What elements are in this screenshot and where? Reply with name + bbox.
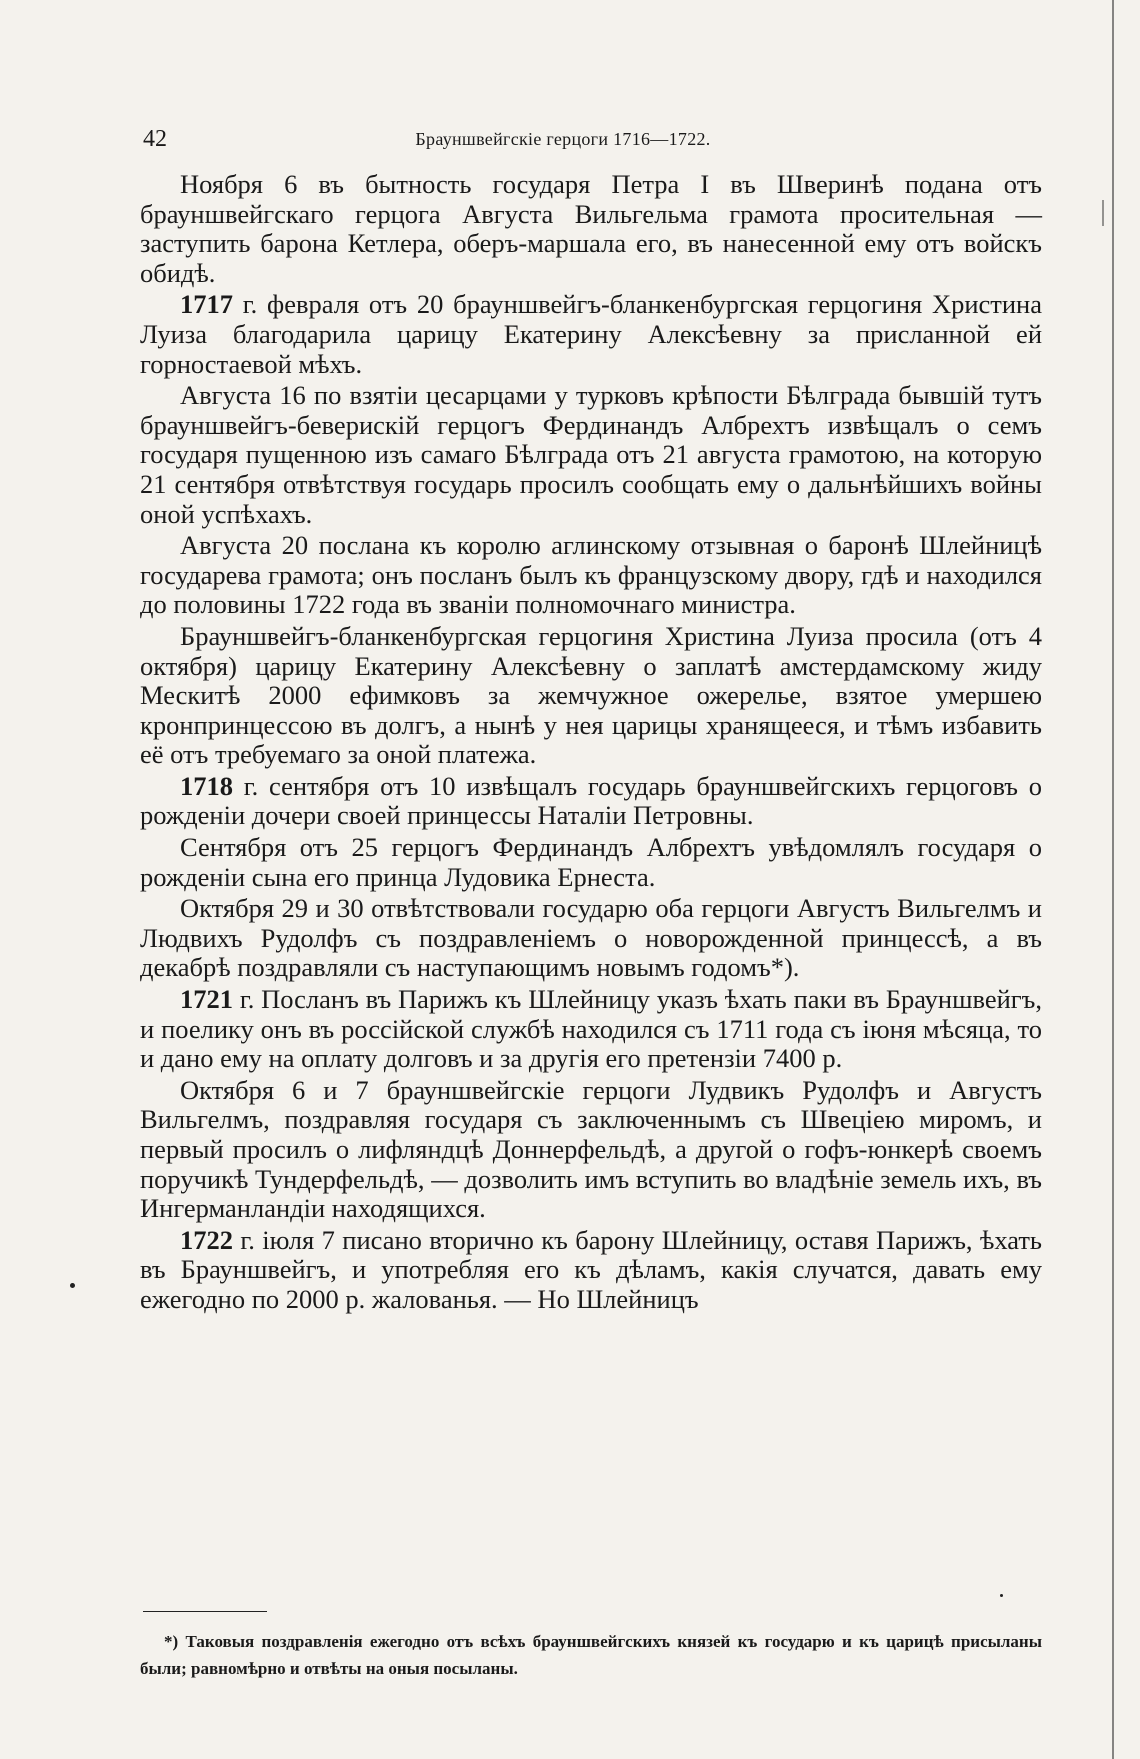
paragraph-9 <box>140 985 1042 1074</box>
running-title: Брауншвейгскіе герцоги 1716—1722. <box>415 129 711 149</box>
paragraph-text: Августа 16 по взятіи цесарцами у турковъ крѣпости Бѣлграда бывшій тутъ брауншвейгъ-беверискій герцогъ Фердинандъ Албрехтъ извѣщалъ о семъ государя пущенною изъ самаго Бѣлграда отъ 21 августа грамотою, на которую 21 сентября отвѣтствуя государь просилъ сообщать ему о дальнѣйшихъ войны оной успѣхахъ. <box>140 380 1042 529</box>
paragraph-text: Октября 6 и 7 брауншвейгскіе герцоги Лудвикъ Рудолфъ и Августъ Вильгелмъ, поздравляя государя съ заключеннымъ съ Швеціею миромъ, и первый просилъ о лифляндцѣ Доннерфельдѣ, а другой о гофъ-юнкерѣ своемъ поручикѣ Тундерфельдѣ, — дозволить имъ вступить во владѣніе земель ихъ, въ Ингерманландіи находящихся. <box>140 1074 1042 1224</box>
paragraph-10 <box>140 1076 1042 1224</box>
paragraph-text: г. іюля 7 писано вторично къ барону Шлейницу, оставя Парижъ, ѣхать въ Брауншвейгъ, и употребляя его къ дѣламъ, какія случатся, давать ему ежегодно по 2000 р. жалованья. — Но Шлейницъ <box>140 1224 1042 1314</box>
paragraph-11 <box>140 1226 1042 1315</box>
page-header <box>143 126 1043 156</box>
page-number: 42 <box>143 126 167 152</box>
paragraph-8 <box>140 894 1042 983</box>
paragraph-5 <box>140 622 1042 770</box>
footnote: *) Таковыя поздравленія ежегодно отъ всѣхъ брауншвейгскихъ князей къ государю и къ царицѣ присыланы были; равномѣрно и отвѣты на оныя посыланы. <box>140 1632 1042 1678</box>
paragraph-2 <box>140 290 1042 379</box>
body-text <box>140 170 1042 1315</box>
year-label: 1722 <box>180 1224 233 1255</box>
scan-edge-mark <box>1102 200 1104 226</box>
paragraph-text: г. февраля отъ 20 брауншвейгъ-бланкенбургская герцогиня Христина Луиза благодарила царицу Екатерину Алексѣевну за присланной ей горностаевой мѣхъ. <box>140 289 1042 379</box>
footnote-rule <box>143 1611 267 1612</box>
paragraph-3 <box>140 381 1042 529</box>
scan-edge-line <box>1112 0 1114 1759</box>
stray-dot <box>1000 1594 1003 1597</box>
paragraph-1 <box>140 170 1042 288</box>
paragraph-text: Брауншвейгъ-бланкенбургская герцогиня Христина Луиза просила (отъ 4 октября) царицу Екатерину Алексѣевну о заплатѣ амстердамскому жиду Мескитѣ 2000 ефимковъ за жемчужное ожерелье, взятое умершею кронпринцессою въ долгъ, а нынѣ у нея царицы хранящееся, и тѣмъ избавить её отъ требуемаго за оной платежа. <box>140 620 1042 770</box>
paragraph-text: Августа 20 послана къ королю аглинскому отзывная о баронѣ Шлейницѣ государева грамота; онъ посланъ былъ къ французскому двору, гдѣ и находился до половины 1722 года въ званіи полномочнаго министра. <box>140 530 1042 620</box>
paragraph-text: Сентября отъ 25 герцогъ Фердинандъ Албрехтъ увѣдомлялъ государя о рожденіи сына его принца Лудовика Ернеста. <box>140 832 1042 892</box>
paragraph-6 <box>140 772 1042 831</box>
paragraph-text: Октября 29 и 30 отвѣтствовали государю оба герцоги Августъ Вильгелмъ и Людвихъ Рудолфъ съ поздравленіемъ о новорожденной принцессѣ, а въ декабрѣ поздравляли съ наступающимъ новымъ годомъ*). <box>140 893 1042 983</box>
year-label: 1721 <box>180 984 233 1015</box>
paragraph-text: г. Посланъ въ Парижъ къ Шлейницу указъ ѣхать паки въ Брауншвейгъ, и поелику онъ въ россійской службѣ находился съ 1711 года съ іюня мѣсяца, то и дано ему на оплату долговъ и за другія его претензіи 7400 р. <box>140 984 1042 1074</box>
paragraph-4 <box>140 531 1042 620</box>
paragraph-text: г. сентября отъ 10 извѣщалъ государь брауншвейгскихъ герцоговъ о рожденіи дочери своей принцессы Наталіи Петровны. <box>140 770 1042 831</box>
paragraph-text: Ноября 6 въ бытность государя Петра I въ Шверинѣ подана отъ брауншвейгскаго герцога Августа Вильгельма грамота просительная — заступить барона Кетлера, оберъ-маршала его, въ нанесенной ему отъ войскъ обидѣ. <box>140 169 1042 288</box>
paragraph-7 <box>140 833 1042 892</box>
stray-dot <box>70 1283 75 1288</box>
year-label: 1717 <box>180 289 233 320</box>
year-label: 1718 <box>180 770 233 801</box>
